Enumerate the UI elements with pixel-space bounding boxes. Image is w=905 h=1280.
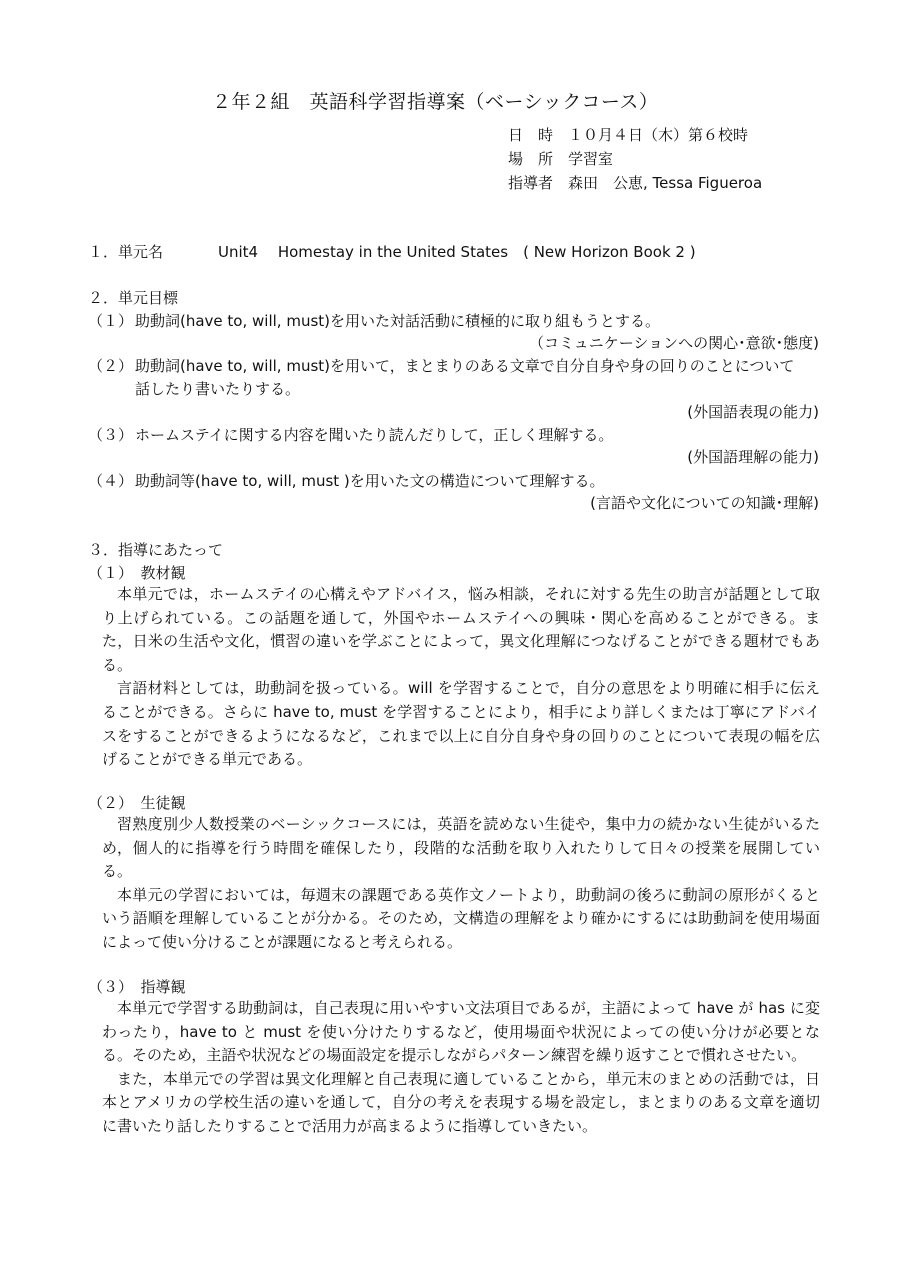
goal-category-tag: (言語や文化についての知識･理解) — [590, 494, 819, 512]
goal-category-tag: (外国語理解の能力) — [687, 448, 819, 466]
goal-category-tag: (外国語表現の能力) — [687, 403, 819, 421]
goals-heading: ２．単元目標 — [88, 289, 179, 307]
lesson-place: 場 所 学習室 — [508, 150, 614, 168]
goal-text-continued: 話したり書いたりする。 — [135, 380, 301, 398]
goal-text: ホームステイに関する内容を聞いたり読んだりして，正しく理解する。 — [135, 426, 614, 444]
goal-number: （２） — [88, 357, 134, 375]
section-heading-teaching: （３） 指導観 — [88, 978, 186, 996]
section-body-teaching — [102, 997, 820, 1139]
section-heading-students: （２） 生徒観 — [88, 794, 186, 812]
section-heading-material: （１） 教材観 — [88, 564, 186, 582]
goal-category-tag: （コミュニケーションへの関心･意欲･態度) — [529, 334, 819, 352]
goal-number: （４） — [88, 472, 134, 490]
paragraph: 本単元の学習においては，毎週末の課題である英作文ノートより，助動詞の後ろに動詞の原形がくるという語順を理解していることが分かる。そのため，文構造の理解をより確かにするには助動詞を使用場面によって使い分けることが課題になると考えられる。 — [102, 885, 820, 951]
unit-name-value: Unit4 Homestay in the United States ( New Horizon Book 2 ) — [218, 243, 696, 261]
goal-text: 助動詞(have to, will, must)を用いて，まとまりのある文章で自分自身や身の回りのことについて — [135, 357, 795, 375]
paragraph: 習熟度別少人数授業のベーシックコースには，英語を読めない生徒や，集中力の続かない生徒がいるため，個人的に指導を行う時間を確保したり，段階的な活動を取り入れたりして日々の授業を展開している。 — [102, 815, 820, 881]
guidance-heading: ３．指導にあたって — [88, 541, 224, 559]
lesson-instructor: 指導者 森田 公恵, Tessa Figueroa — [508, 174, 763, 192]
document-title: ２年２組 英語科学習指導案（ベーシックコース） — [212, 91, 659, 113]
paragraph: また，本単元での学習は異文化理解と自己表現に適していることから，単元末のまとめの活動では，日本とアメリカの学校生活の違いを通して，自分の考えを表現する場を設定し，まとまりのある文章を適切に書いたり話したりすることで活用力が高まるように指導していきたい。 — [102, 1069, 820, 1135]
paragraph: 本単元で学習する助動詞は，自己表現に用いやすい文法項目であるが，主語によって have が has に変わったり，have to と must を使い分けたりするなど，使用場面や状況によっての使い分けが必要となる。そのため，主語や状況などの場面設定を提示しながらパターン練習を繰り返すことで慣れさせたい。 — [102, 999, 820, 1065]
goal-number: （１） — [88, 312, 134, 330]
goal-number: （３） — [88, 426, 134, 444]
section-body-material — [102, 583, 820, 772]
section-body-students — [102, 813, 820, 955]
paragraph: 本単元では，ホームステイの心構えやアドバイス，悩み相談，それに対する先生の助言が話題として取り上げられている。この話題を通して，外国やホームステイへの興味・関心を高めることができる。また，日米の生活や文化，慣習の違いを学ぶことによって，異文化理解につなげることができる題材でもある。 — [102, 585, 820, 674]
unit-name-heading: １．単元名 — [88, 243, 164, 261]
goal-text: 助動詞等(have to, will, must )を用いた文の構造について理解する。 — [135, 472, 605, 490]
goal-text: 助動詞(have to, will, must)を用いた対話活動に積極的に取り組もうとする。 — [135, 312, 660, 330]
paragraph: 言語材料としては，助動詞を扱っている。will を学習することで，自分の意思をより明確に相手に伝えることができる。さらに have to, must を学習することにより，相手により詳しくまたは丁寧にアドバイスをすることができるようになるなど，これまで以上に自分自身や身の回りのことについて表現の幅を広げることができる単元である。 — [102, 679, 820, 769]
lesson-date: 日 時 １０月４日（木）第６校時 — [508, 126, 749, 144]
